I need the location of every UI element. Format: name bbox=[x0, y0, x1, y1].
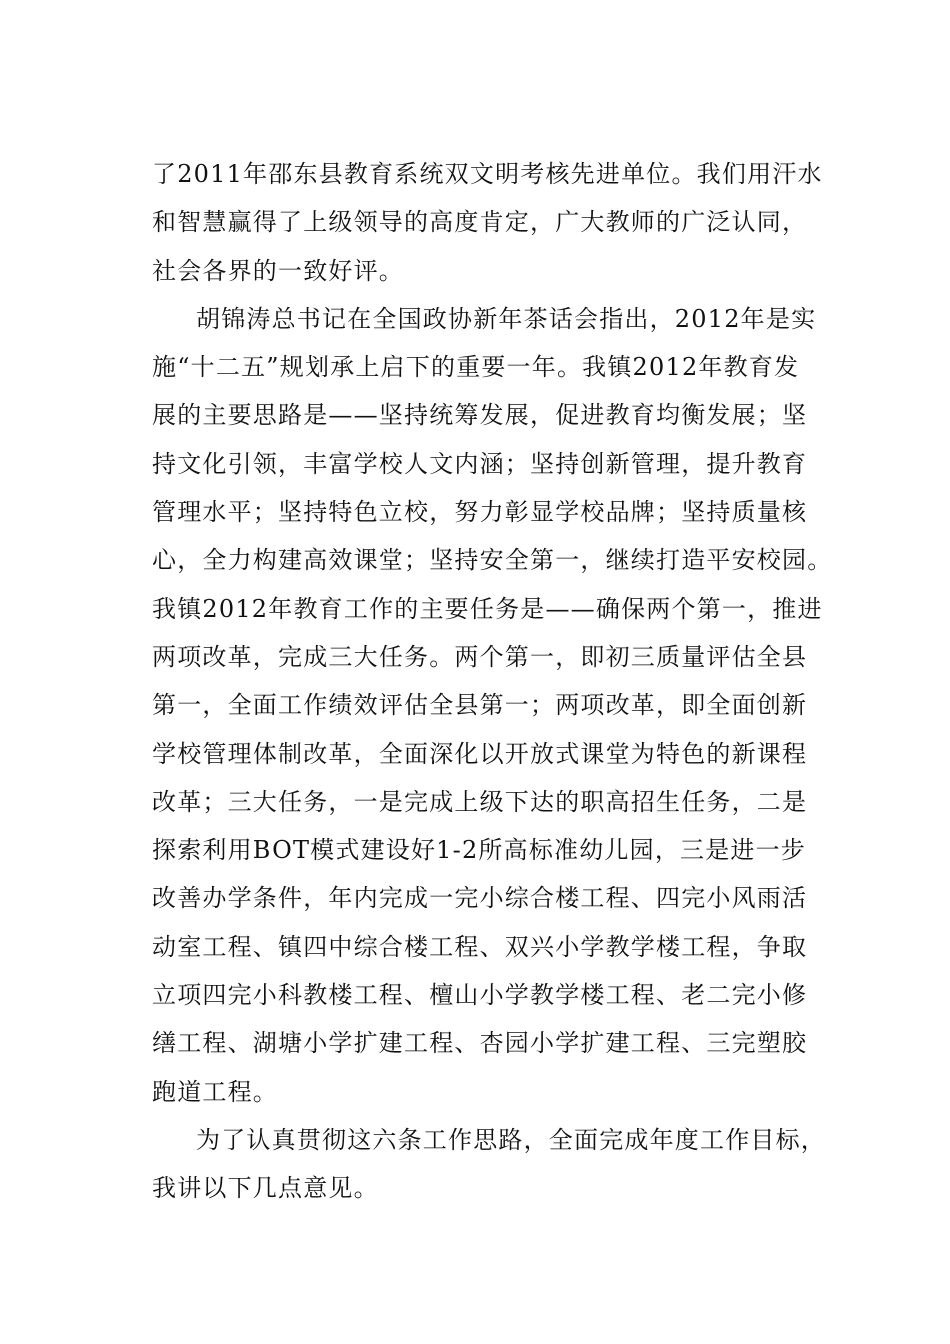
text-line: 施“十二五”规划承上启下的重要一年。我镇2012年教育发 bbox=[152, 353, 800, 382]
text-line: 探索利用BOT模式建设好1-2所高标准幼儿园，三是进一步 bbox=[152, 836, 807, 865]
text-line: 管理水平；坚持特色立校，努力彰显学校品牌；坚持质量核 bbox=[152, 498, 808, 527]
text-line: 我镇2012年教育工作的主要任务是——确保两个第一，推进 bbox=[152, 594, 823, 623]
text-line: 学校管理体制改革，全面深化以开放式课堂为特色的新课程 bbox=[152, 739, 808, 768]
text-line: 持文化引领，丰富学校人文内涵；坚持创新管理，提升教育 bbox=[152, 449, 808, 478]
text-line: 跑道工程。 bbox=[152, 1077, 278, 1106]
text-line: 动室工程、镇四中综合楼工程、双兴小学教学楼工程，争取 bbox=[152, 932, 808, 961]
text-line: 社会各界的一致好评。 bbox=[152, 256, 404, 285]
text-line: 我讲以下几点意见。 bbox=[152, 1174, 379, 1203]
text-line: 和智慧赢得了上级领导的高度肯定，广大教师的广泛认同， bbox=[152, 208, 808, 237]
body-text bbox=[152, 154, 842, 1217]
paragraph-start-line: 为了认真贯彻这六条工作思路，全面完成年度工作目标， bbox=[196, 1125, 826, 1154]
text-line: 心，全力构建高效课堂；坚持安全第一，继续打造平安校园。 bbox=[152, 546, 833, 575]
text-line: 两项改革，完成三大任务。两个第一，即初三质量评估全县 bbox=[152, 642, 808, 671]
text-line: 缮工程、湖塘小学扩建工程、杏园小学扩建工程、三完塑胶 bbox=[152, 1029, 808, 1058]
text-line: 改善办学条件，年内完成一完小综合楼工程、四完小风雨活 bbox=[152, 884, 808, 913]
text-line: 展的主要思路是——坚持统筹发展，促进教育均衡发展；坚 bbox=[152, 401, 808, 430]
text-line: 改革；三大任务，一是完成上级下达的职高招生任务，二是 bbox=[152, 787, 808, 816]
text-line: 第一，全面工作绩效评估全县第一；两项改革，即全面创新 bbox=[152, 691, 808, 720]
paragraph-start-line: 胡锦涛总书记在全国政协新年茶话会指出，2012年是实 bbox=[196, 304, 817, 333]
text-line: 了2011年邵东县教育系统双文明考核先进单位。我们用汗水 bbox=[152, 160, 823, 188]
text-line: 立项四完小科教楼工程、檀山小学教学楼工程、老二完小修 bbox=[152, 981, 808, 1010]
